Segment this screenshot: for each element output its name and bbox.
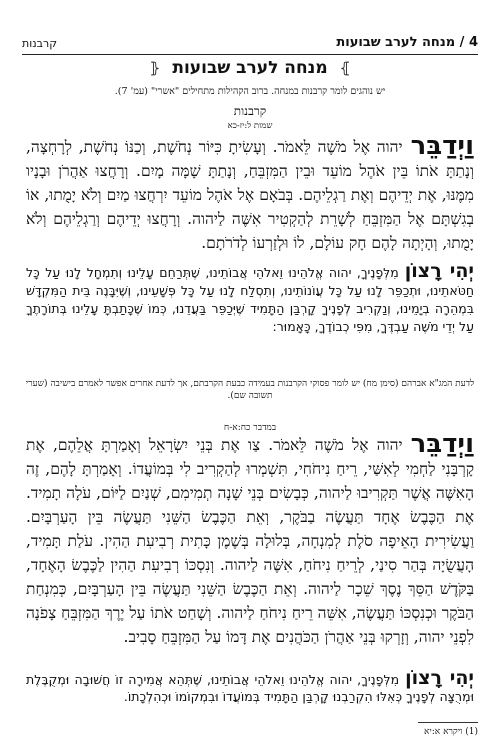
paragraph-1-text: יהוה אֶל מֹשֶׁה לֵּאמֹר. וְעָשִׂיתָ כִּיּוֹר נְחֹשֶׁת, וְכַנּוֹ נְחֹשֶׁת, לְרָחְצָה, וְנָתַתָּ אֹתוֹ בֵּין אֹהֶל מוֹעֵד וּבֵין הַמִּזְבֵּחַ, וְנָתַתָּ שָׁמָּה מָיִם. וְרָחֲצוּ אַהֲרֹן וּבָנָיו מִמֶּנּוּ, אֶת יְדֵיהֶם וְאֶת רַגְלֵיהֶם. בְּבֹאָם אֶל אֹהֶל מוֹעֵד יִרְחֲצוּ מַיִם וְלֹא יָמֻתוּ, אוֹ בְגִשְׁתָּם אֶל הַמִּזְבֵּחַ לְשָׁרֵת לְהַקְטִיר אִשֶּׁה לַיהוה. וְרָחֲצוּ יְדֵיהֶם וְרַגְלֵיהֶם וְלֹא יָמֻתוּ, וְהָיְתָה לָהֶם חָק עוֹלָם, לוֹ וּלְזַרְעוֹ לְדֹרֹתָם. — [26, 138, 474, 252]
paragraph-1-lead: וַיְדַבֵּר — [410, 134, 474, 161]
paragraph-3-lead: וַיְדַבֵּר — [410, 432, 474, 459]
paragraph-2-lead: יְהִי רָצוֹן — [404, 262, 474, 282]
paragraph-2 — [26, 262, 474, 368]
title-text: מנחה לערב שבועות — [172, 58, 328, 78]
title-ornament-left: ⦃ — [149, 59, 161, 77]
footnote: (1) ויקרא א:יא — [418, 722, 478, 737]
source-reference-1: שמות ל:יז-כא — [227, 121, 273, 131]
header-section: קרבנות — [22, 37, 58, 50]
mid-note: לדעת המג"א אברהם (סימן מח) יש לומר פסוקי הקרבנות בעמידה כבעת הקרבתם, אך לדעת אחרים אפשר לאמרם בישיבה (שערי תשובה שם). — [25, 379, 475, 401]
paragraph-4-text: מִלְּפָנֶיךָ, יהוה אֱלֹהֵינוּ וֵאלֹהֵי אֲבוֹתֵינוּ, שֶׁתְּהֵא אֲמִירָה זוֹ חֲשׁוּבָה וּמְקֻבֶּלֶת וּמְרֻצָּה לְפָנֶיךָ כְּאִלּוּ הִקְרַבְנוּ קָרְבַּן הַתָּמִיד בְּמוֹעֲדוֹ וּבִמְקוֹמוֹ וּכְהִלְכָתוֹ. — [26, 672, 474, 704]
page-header — [22, 22, 478, 55]
section-label: קרבנות — [233, 104, 267, 118]
paragraph-3 — [26, 432, 474, 692]
intro-note: יש נוהגים לומר קרבנות במנחה. ברוב הקהילות מתחילים "אשרי" (עמ' 7). — [114, 86, 386, 97]
paragraph-4-lead: יְהִי רָצוֹן — [405, 670, 474, 689]
page-title — [0, 58, 500, 78]
paragraph-1 — [26, 134, 474, 258]
title-ornament-right: ⦄ — [339, 59, 351, 77]
paragraph-3-text: יהוה אֶל מֹשֶׁה לֵּאמֹר. צַו אֶת בְּנֵי יִשְׂרָאֵל וְאָמַרְתָּ אֲלֵהֶם, אֶת קָרְבָּנִי לַחְמִי לְאִשַּׁי, רֵיחַ נִיחֹחִי, תִּשְׁמְרוּ לְהַקְרִיב לִי בְּמוֹעֲדוֹ. וְאָמַרְתָּ לָהֶם, זֶה הָאִשֶּׁה אֲשֶׁר תַּקְרִיבוּ לַיהוה, כְּבָשִׂים בְּנֵי שָׁנָה תְמִימִם, שְׁנַיִם לַיּוֹם, עֹלָה תָמִיד. אֶת הַכֶּבֶשׂ אֶחָד תַּעֲשֶׂה בַבֹּקֶר, וְאֵת הַכֶּבֶשׂ הַשֵּׁנִי תַּעֲשֶׂה בֵּין הָעַרְבָּיִם. וַעֲשִׂירִית הָאֵיפָה סֹלֶת לְמִנְחָה, בְּלוּלָה בְּשֶׁמֶן כָּתִית רְבִיעִת הַהִין. עֹלַת תָּמִיד, הָעֲשֻׂיָה בְּהַר סִינַי, לְרֵיחַ נִיחֹחַ, אִשֶּׁה לַיהוה. וְנִסְכּוֹ רְבִיעִת הַהִין לַכֶּבֶשׂ הָאֶחָד, בַּקֹּדֶשׁ הַסֵּךְ נֶסֶךְ שֵׁכָר לַיהוה. וְאֵת הַכֶּבֶשׂ הַשֵּׁנִי תַּעֲשֶׂה בֵּין הָעַרְבָּיִם, כְּמִנְחַת הַבֹּקֶר וּכְנִסְכּוֹ תַּעֲשֶׂה, אִשֵּׁה רֵיחַ נִיחֹחַ לַיהוה. וְשָׁחַט אֹתוֹ עַל יֶרֶךְ הַמִּזְבֵּחַ צָפֹנָה לִפְנֵי יהוה, וְזָרְקוּ בְּנֵי אַהֲרֹן הַכֹּהֲנִים אֶת דָּמוֹ עַל הַמִּזְבֵּחַ סָבִיב. — [26, 436, 474, 646]
paragraph-2-text: מִלְּפָנֶיךָ, יהוה אֱלֹהֵינוּ וֵאלֹהֵי אֲבוֹתֵינוּ, שֶׁתְּרַחֵם עָלֵינוּ וְתִמְחָל לָנוּ עַל כָּל חַטֹּאתֵינוּ, וּתְכַפֵּר לָנוּ עַל כָּל עֲוֹנוֹתֵינוּ, וְתִסְלַח לָנוּ עַל כָּל פְּשָׁעֵינוּ, וְשֶׁיִּבָּנֶה בֵּית הַמִּקְדָּשׁ בִּמְהֵרָה בְיָמֵינוּ, וְנַקְרִיב לְפָנֶיךָ קָרְבַּן הַתָּמִיד שֶׁיְּכַפֵּר בַּעֲדֵנוּ, כְּמוֹ שֶׁכָּתַבְתָּ עָלֵינוּ בְּתוֹרָתֶךָ עַל יְדֵי מֹשֶׁה עַבְדֶּךָ, מִפִּי כְבוֹדֶךָ, כָּאָמוּר: — [26, 265, 474, 334]
source-reference-2: במדבר כח:א-ח — [223, 423, 277, 433]
paragraph-4 — [26, 670, 474, 720]
header-page-ref: 4 / מנחה לערב שבועות — [336, 35, 478, 50]
